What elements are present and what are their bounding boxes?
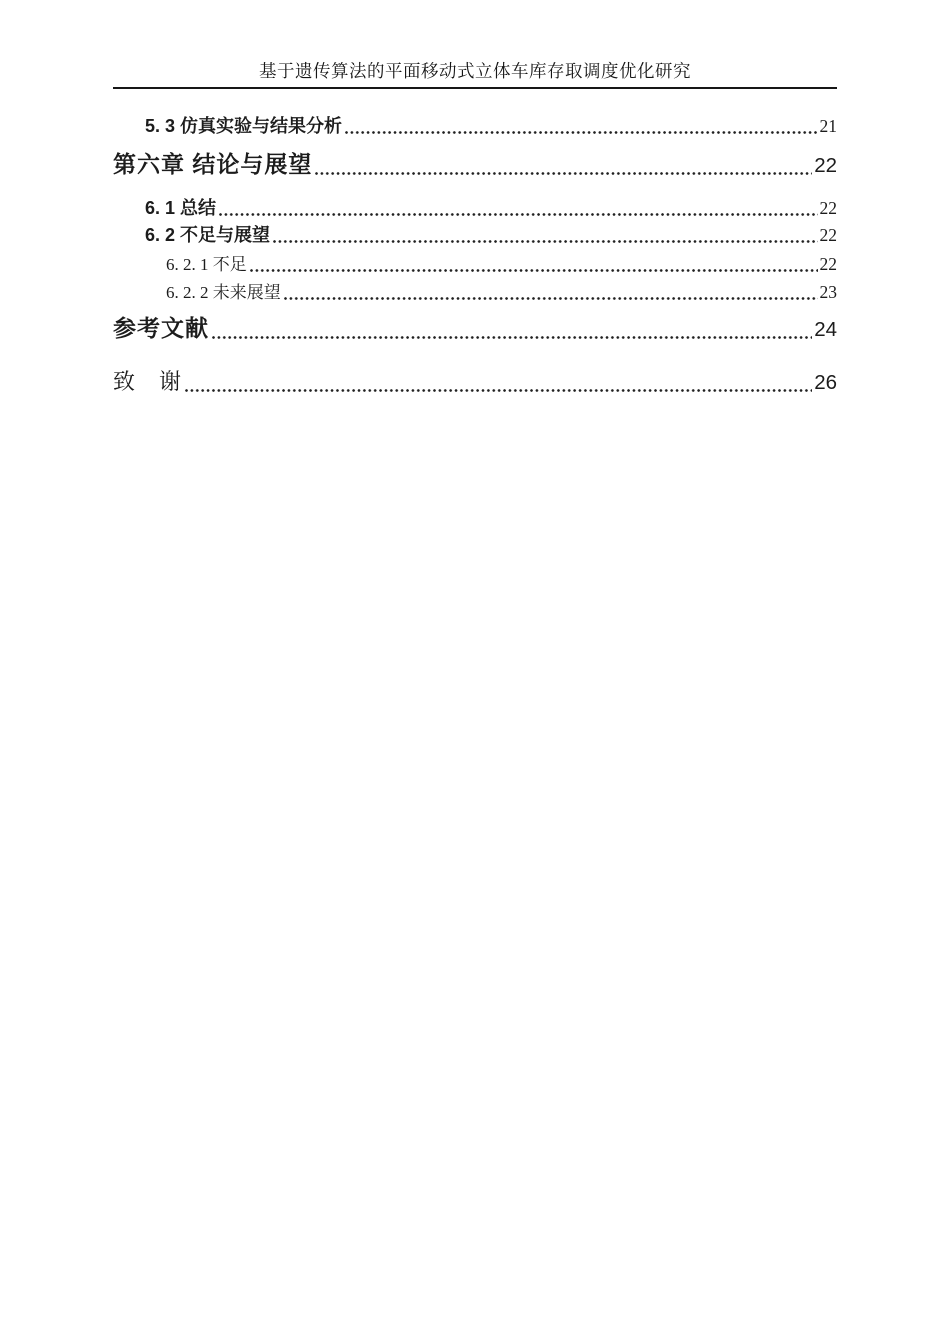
dot-leader (345, 114, 817, 139)
dot-leader (212, 313, 812, 345)
running-head-title: 基于遗传算法的平面移动式立体车库存取调度优化研究 (259, 61, 691, 81)
toc-entry-page: 22 (819, 198, 837, 218)
table-of-contents (113, 114, 837, 398)
toc-entry-6-2-1[interactable] (113, 252, 837, 277)
dot-leader (219, 196, 817, 221)
dot-leader (284, 280, 818, 305)
toc-entry-6-2-2[interactable] (113, 280, 837, 305)
toc-entry-page: 22 (819, 254, 837, 274)
toc-entry-page: 21 (819, 116, 837, 136)
toc-entry-5-3[interactable] (113, 114, 837, 139)
toc-entry-page: 22 (814, 154, 837, 177)
toc-entry-title: 6. 2. 2 未来展望 (166, 283, 281, 302)
toc-entry-title: 参考文献 (113, 315, 209, 341)
header-rule (113, 87, 837, 89)
toc-entry-title: 5. 3 仿真实验与结果分析 (145, 116, 343, 136)
toc-entry-chapter-6[interactable] (113, 149, 837, 181)
toc-entry-title: 致 谢 (113, 369, 183, 394)
toc-entry-6-2[interactable] (113, 223, 837, 248)
toc-entry-title: 第六章 结论与展望 (113, 151, 313, 177)
toc-entry-acknowledgements[interactable] (113, 367, 837, 398)
toc-entry-title: 6. 2 不足与展望 (145, 225, 271, 245)
toc-entry-references[interactable] (113, 313, 837, 345)
page-header (113, 0, 837, 89)
toc-entry-page: 23 (819, 282, 837, 302)
toc-entry-page: 26 (814, 371, 837, 394)
dot-leader (185, 367, 812, 398)
toc-entry-page: 24 (814, 318, 837, 341)
toc-entry-6-1[interactable] (113, 196, 837, 221)
dot-leader (250, 252, 818, 277)
toc-entry-title: 6. 1 总结 (145, 198, 217, 218)
toc-entry-page: 22 (819, 225, 837, 245)
dot-leader (315, 149, 812, 181)
toc-entry-title: 6. 2. 1 不足 (166, 255, 247, 274)
document-page (113, 0, 837, 1344)
dot-leader (273, 223, 817, 248)
